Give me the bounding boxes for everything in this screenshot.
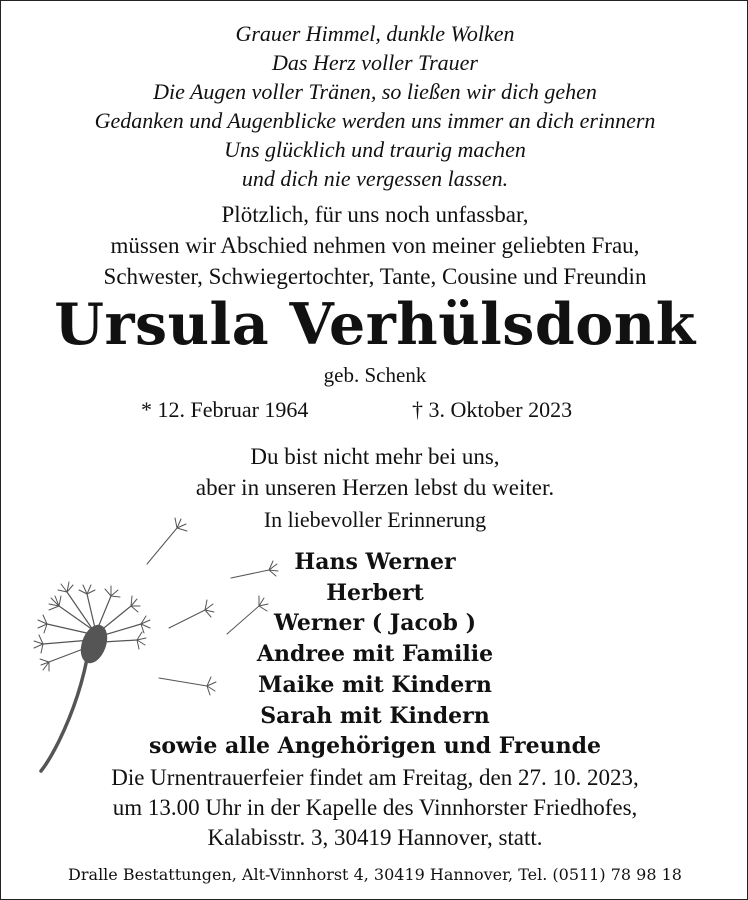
service-line: um 13.00 Uhr in der Kapelle des Vinnhorster Friedhofes, xyxy=(112,795,638,820)
mourner-name: Hans Werner xyxy=(294,549,456,575)
service-line: Die Urnentrauerfeier findet am Freitag, den 27. 10. 2023, xyxy=(111,765,639,790)
intro-text xyxy=(1,199,748,292)
intro-line: müssen wir Abschied nehmen von meiner geliebten Frau, xyxy=(110,233,640,258)
death-date: † 3. Oktober 2023 xyxy=(412,397,573,422)
service-announcement xyxy=(1,763,748,853)
poem-line: Grauer Himmel, dunkle Wolken xyxy=(235,21,515,46)
intro-line: Plötzlich, für uns noch unfassbar, xyxy=(221,202,529,227)
mourner-name: Herbert xyxy=(326,579,424,606)
service-line: Kalabisstr. 3, 30419 Hannover, statt. xyxy=(207,825,543,850)
deceased-name: Ursula Verhülsdonk xyxy=(54,291,696,358)
birth-date: * 12. Februar 1964 xyxy=(141,397,309,422)
poem-line: Uns glücklich und traurig machen xyxy=(224,137,526,162)
intro-line: Schwester, Schwiegertochter, Tante, Cousine und Freundin xyxy=(103,264,647,289)
mourner-name: sowie alle Angehörigen und Freunde xyxy=(149,733,601,760)
memory-line: In liebevoller Erinnerung xyxy=(263,507,487,532)
funeral-home-footer: Dralle Bestattungen, Alt-Vinnhorst 4, 30419 Hannover, Tel. (0511) 78 98 18 xyxy=(68,865,682,884)
mourners-list xyxy=(1,547,748,762)
poem xyxy=(1,19,748,193)
poem-line: Das Herz voller Trauer xyxy=(272,50,478,75)
poem-line: Gedanken und Augenblicke werden uns immer an dich erinnern xyxy=(94,108,656,133)
poem-line: und dich nie vergessen lassen. xyxy=(241,166,509,191)
mourner-name: Andree mit Familie xyxy=(256,641,494,668)
motto-line: aber in unseren Herzen lebst du weiter. xyxy=(195,475,555,500)
birth-name: geb. Schenk xyxy=(323,363,427,387)
mourner-name: Werner ( Jacob ) xyxy=(274,610,476,637)
poem-line: Die Augen voller Tränen, so ließen wir dich gehen xyxy=(153,79,597,104)
motto-line: Du bist nicht mehr bei uns, xyxy=(250,444,500,469)
mourner-name: Maike mit Kindern xyxy=(258,671,492,698)
motto xyxy=(1,441,748,503)
mourner-name: Sarah mit Kindern xyxy=(260,702,490,729)
